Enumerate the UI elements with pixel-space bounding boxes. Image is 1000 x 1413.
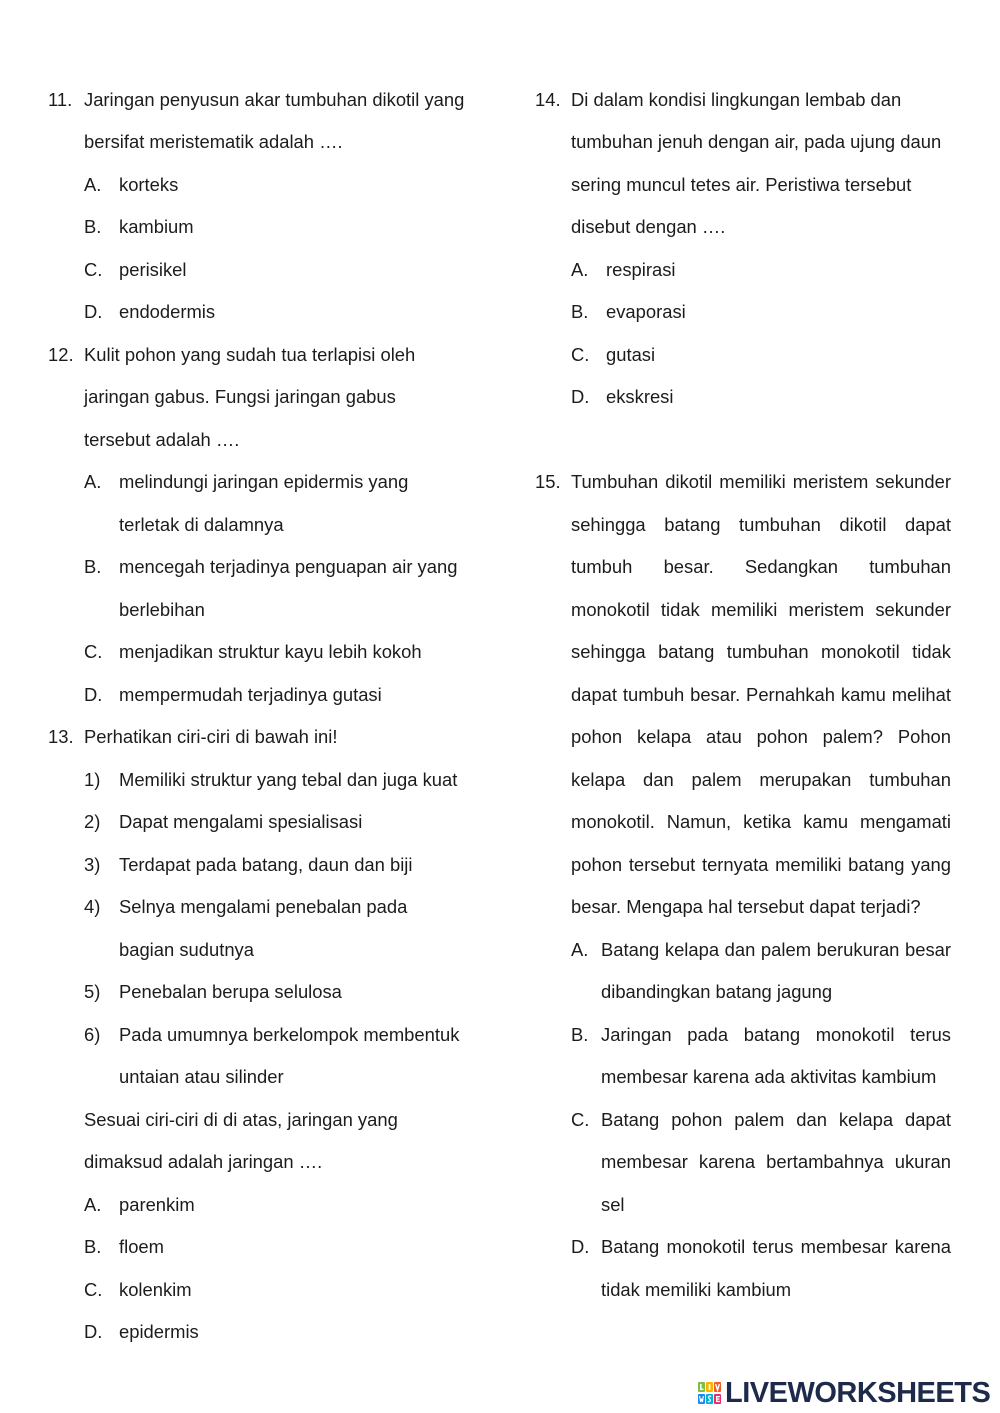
option-text: Jaringan pada batang monokotil terus: [601, 1023, 951, 1045]
option-label: A.: [84, 1193, 102, 1215]
question-14-option-d: [0, 376, 1000, 419]
question-15-stem-line: [0, 801, 1000, 844]
question-15-option-c: [0, 1141, 1000, 1184]
question-14-stem-text: sering muncul tetes air. Peristiwa tersebut: [571, 173, 912, 195]
option-text: endodermis: [119, 301, 216, 323]
option-text: membesar karena bertambahnya ukuran: [601, 1151, 951, 1173]
question-14-stem-line: [0, 206, 1000, 249]
question-15-stem-line: [0, 674, 1000, 717]
option-label: C.: [84, 258, 103, 280]
question-15-number: 15.: [535, 471, 561, 493]
option-text: floem: [119, 1236, 164, 1258]
option-label: B.: [571, 301, 589, 323]
liveworksheets-wordmark: LIVEWORKSHEETS: [725, 1376, 991, 1409]
option-text: respirasi: [606, 258, 676, 280]
option-text: evaporasi: [606, 301, 686, 323]
option-label: D.: [571, 1236, 590, 1258]
liveworksheets-logo[interactable]: [698, 1376, 991, 1409]
option-label: D.: [84, 301, 103, 323]
question-13-prompt-text: dimaksud adalah jaringan ….: [84, 1151, 323, 1173]
option-label: A.: [84, 471, 102, 493]
option-text: Batang monokotil terus membesar karena: [601, 1236, 951, 1258]
question-15-stem-text: pohon tersebut ternyata memiliki batang yang: [571, 853, 951, 875]
statement-text: untaian atau silinder: [119, 1066, 284, 1088]
question-11-stem-text: Jaringan penyusun akar tumbuhan dikotil yang: [84, 88, 465, 110]
question-15-option-a: [0, 929, 1000, 972]
statement-text: Penebalan berupa selulosa: [119, 981, 342, 1003]
question-14-option-b: [0, 291, 1000, 334]
question-15-stem-line: [0, 589, 1000, 632]
option-text: mencegah terjadinya penguapan air yang: [119, 556, 458, 578]
option-text: kolenkim: [119, 1278, 192, 1300]
question-14-stem-text: disebut dengan ….: [571, 216, 726, 238]
option-label: B.: [84, 216, 102, 238]
question-15-stem-text: pohon kelapa atau pohon palem? Pohon: [571, 726, 951, 748]
question-13-prompt-text: Sesuai ciri-ciri di di atas, jaringan yang: [84, 1108, 398, 1130]
option-text: berlebihan: [119, 598, 205, 620]
question-14-number: 14.: [535, 88, 561, 110]
question-15-option-c: [0, 1099, 1000, 1142]
question-15-stem-text: kelapa dan palem merupakan tumbuhan: [571, 768, 951, 790]
question-14-option-c: [0, 334, 1000, 377]
option-text: menjadikan struktur kayu lebih kokoh: [119, 641, 422, 663]
question-15-stem-text: sehingga batang tumbuhan monokotil tidak: [571, 641, 951, 663]
option-label: B.: [571, 1023, 589, 1045]
question-13-number: 13.: [48, 726, 74, 748]
question-15-option-d: [0, 1226, 1000, 1269]
option-text: Batang pohon palem dan kelapa dapat: [601, 1108, 951, 1130]
option-text: perisikel: [119, 258, 187, 280]
question-15-stem-text: monokotil. Namun, ketika kamu mengamati: [571, 811, 951, 833]
option-label: C.: [571, 343, 590, 365]
option-text: epidermis: [119, 1321, 199, 1343]
option-label: C.: [571, 1108, 590, 1130]
question-15-stem-text: monokotil tidak memiliki meristem sekunder: [571, 598, 951, 620]
option-label: A.: [571, 258, 589, 280]
statement-text: Memiliki struktur yang tebal dan juga kuat: [119, 768, 458, 790]
question-11-number: 11.: [48, 88, 73, 110]
question-11-stem-text: bersifat meristematik adalah ….: [84, 131, 343, 153]
question-12-number: 12.: [48, 343, 74, 365]
statement-text: Selnya mengalami penebalan pada: [119, 896, 408, 918]
question-15-option-d: [0, 1269, 1000, 1312]
question-15-stem-text: besar. Mengapa hal tersebut dapat terjadi?: [571, 896, 921, 918]
option-text: mempermudah terjadinya gutasi: [119, 683, 382, 705]
question-13-stem-text: Perhatikan ciri-ciri di bawah ini!: [84, 726, 338, 748]
question-14-stem-line: [0, 164, 1000, 207]
question-15-option-b: [0, 1056, 1000, 1099]
question-15-stem-text: tumbuh besar. Sedangkan tumbuhan: [571, 556, 951, 578]
question-15-stem-line: [0, 461, 1000, 504]
question-15-option-a: [0, 971, 1000, 1014]
question-14-option-a: [0, 249, 1000, 292]
option-text: parenkim: [119, 1193, 195, 1215]
question-15-option-b: [0, 1014, 1000, 1057]
option-label: D.: [84, 683, 103, 705]
question-15-stem-line: [0, 759, 1000, 802]
option-text: kambium: [119, 216, 194, 238]
option-label: D.: [571, 386, 590, 408]
question-14-stem-text: Di dalam kondisi lingkungan lembab dan: [571, 88, 902, 110]
option-label: C.: [84, 641, 103, 663]
option-label: C.: [84, 1278, 103, 1300]
option-label: D.: [84, 1321, 103, 1343]
question-15-stem-text: Tumbuhan dikotil memiliki meristem sekunder: [571, 471, 951, 493]
question-15-option-c: [0, 1184, 1000, 1227]
option-text: melindungi jaringan epidermis yang: [119, 471, 409, 493]
option-text: tidak memiliki kambium: [601, 1278, 792, 1300]
option-label: A.: [571, 938, 589, 960]
statement-label: 4): [84, 896, 101, 918]
option-text: korteks: [119, 173, 179, 195]
option-label: B.: [84, 1236, 102, 1258]
option-text: sel: [601, 1193, 625, 1215]
question-14-stem-text: tumbuhan jenuh dengan air, pada ujung daun: [571, 131, 942, 153]
blank-line: [0, 419, 1000, 462]
statement-text: Dapat mengalami spesialisasi: [119, 811, 363, 833]
question-12-stem-text: Kulit pohon yang sudah tua terlapisi oleh: [84, 343, 416, 365]
statement-text: Pada umumnya berkelompok membentuk: [119, 1023, 460, 1045]
option-label: A.: [84, 173, 102, 195]
statement-label: 2): [84, 811, 101, 833]
question-15-stem-line: [0, 716, 1000, 759]
right-column: [0, 79, 1000, 1312]
option-text: terletak di dalamnya: [119, 513, 284, 535]
option-text: dibandingkan batang jagung: [601, 981, 833, 1003]
statement-label: 3): [84, 853, 101, 875]
question-15-stem-line: [0, 504, 1000, 547]
statement-text: Terdapat pada batang, daun dan biji: [119, 853, 413, 875]
question-15-stem-line: [0, 844, 1000, 887]
statement-label: 5): [84, 981, 101, 1003]
question-15-stem-line: [0, 631, 1000, 674]
statement-text: bagian sudutnya: [119, 938, 254, 960]
question-12-stem-text: tersebut adalah ….: [84, 428, 240, 450]
liveworksheets-logo-icon: [698, 1381, 722, 1405]
question-14-stem-line: [0, 79, 1000, 122]
option-text: membesar karena ada aktivitas kambium: [601, 1066, 937, 1088]
question-15-stem-line: [0, 886, 1000, 929]
question-15-stem-text: sehingga batang tumbuhan dikotil dapat: [571, 513, 951, 535]
option-label: B.: [84, 556, 102, 578]
question-15-stem-line: [0, 546, 1000, 589]
question-13-option-d: [0, 1311, 1000, 1354]
question-14-stem-line: [0, 121, 1000, 164]
option-text: gutasi: [606, 343, 656, 365]
statement-label: 1): [84, 768, 101, 790]
question-12-stem-text: jaringan gabus. Fungsi jaringan gabus: [84, 386, 396, 408]
option-text: Batang kelapa dan palem berukuran besar: [601, 938, 951, 960]
question-15-stem-text: dapat tumbuh besar. Pernahkah kamu melihat: [571, 683, 951, 705]
option-text: ekskresi: [606, 386, 674, 408]
statement-label: 6): [84, 1023, 101, 1045]
